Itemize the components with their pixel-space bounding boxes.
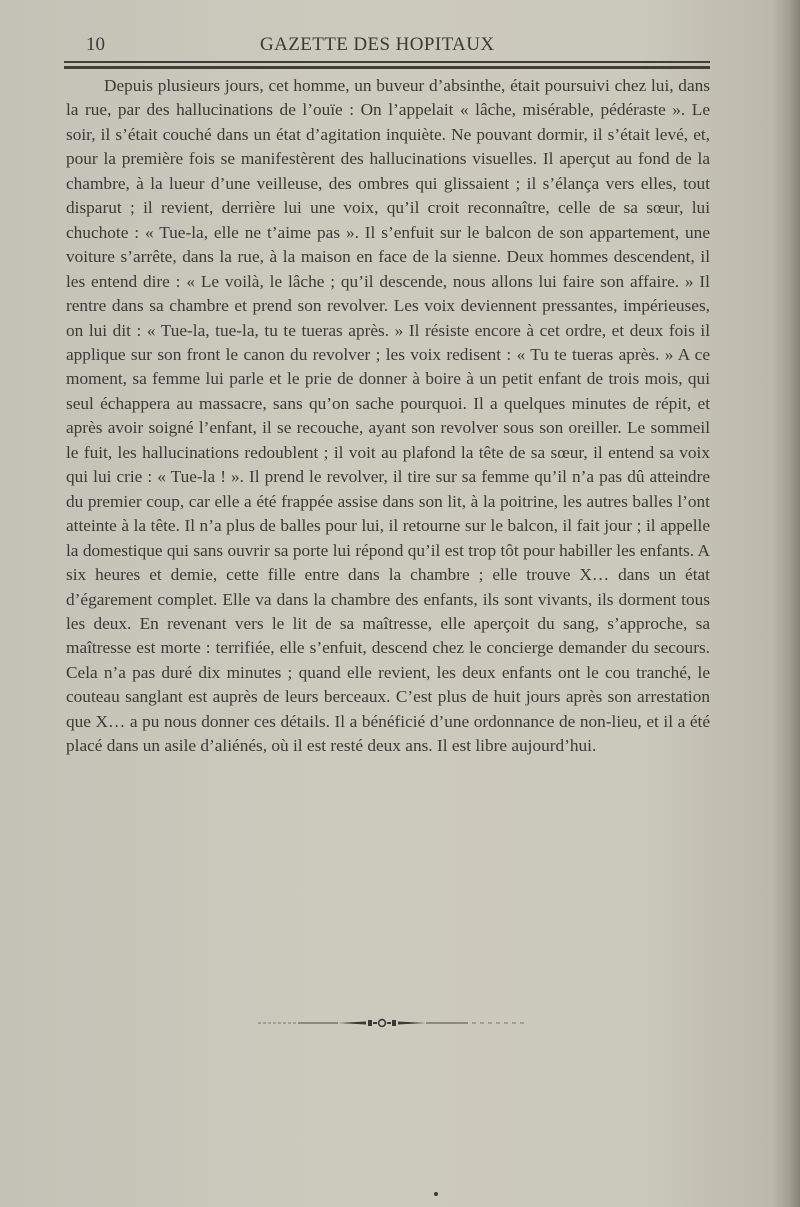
article-paragraph: Depuis plusieurs jours, cet homme, un buveur d’absinthe, était poursuivi chez lui, dans la rue, par des hallucinations de l’ouïe : On l’appelait « lâche, misérable, pédéraste ». Le soir, il s’était couché dans un état d’agitation inquiète. Ne pouvant dormir, il s’était levé, et, pour la première fois se manifestèrent des hallucinations visuelles. Il aperçut au fond de la chambre, à la lueur d’une veilleuse, des ombres qui glissaient ; il s’élança vers elles, tout disparut ; il revient, derrière lui une voix, qu’il croit reconnaître, celle de sa sœur, lui chuchote : « Tue-la, elle ne t’aime pas ». Il s’enfuit sur le balcon de son appartement, une voiture s’arrête, dans la rue, à la maison en face de la sienne. Deux hommes descendent, il les entend dire : « Le voilà, le lâche ; qu’il descende, nous allons lui faire son affaire. » Il rentre dans sa chambre et prend son revolver. Les voix deviennent pressantes, impérieuses, on lui dit : « Tue-la, tue-la, tu te tueras après. » Il résiste encore à cet ordre, et deux fois il applique sur son front le canon du revolver ; les voix redisent : « Tu te tueras après. » A ce moment, sa femme lui parle et le prie de donner à boire à un petit enfant de trois mois, qui seul échappera au massacre, sans qu’on sache pourquoi. Il a quelques minutes de répit, et après avoir soigné l’enfant, il se recouche, ayant son revolver sous son oreiller. Le sommeil le fuit, les hallucinations redoublent ; il voit au plafond la tête de sa sœur, il entend sa voix qui lui crie : « Tue-la ! ». Il prend le revolver, il tire sur sa femme qu’il n’a pas dû atteindre du premier coup, car elle a été frappée assise dans son lit, à la poitrine, les autres balles l’ont atteinte à la tête. Il n’a plus de balles pour lui, il retourne sur le balcon, il fait jour ; il appelle la domestique qui sans ouvrir sa porte lui répond qu’il est trop tôt pour habiller les enfants. A six heures et demie, cette fille entre dans la chambre ; elle trouve X… dans un état d’égarement complet. Elle va dans la chambre des enfants, ils sont vivants, ils dorment tous les deux. En revenant vers le lit de sa maîtresse, elle aperçoit du sang, s’approche, sa maîtresse est morte : terrifiée, elle s’enfuit, descend chez le concierge demander du secours. Cela n’a pas duré dix minutes ; quand elle revient, les deux enfants ont le cou tranché, le couteau sanglant est auprès de leurs berceaux. C’est plus de huit jours après son arrestation que X… a pu nous donner ces détails. Il a bénéficié d’une ordonnance de non-lieu, et il a été placé dans un asile d’aliénés, où il est resté deux ans. Il est libre aujourd’hui. bbox=[66, 76, 710, 756]
page-header bbox=[64, 34, 710, 58]
page-edge-shadow bbox=[772, 0, 800, 1207]
page-number: 10 bbox=[86, 34, 105, 55]
ink-speck bbox=[434, 1192, 438, 1196]
header-rule-thick bbox=[64, 66, 710, 69]
header-rule-thin bbox=[64, 61, 710, 63]
running-title: GAZETTE DES HOPITAUX bbox=[260, 34, 495, 55]
fleuron-divider-icon bbox=[258, 1016, 528, 1030]
